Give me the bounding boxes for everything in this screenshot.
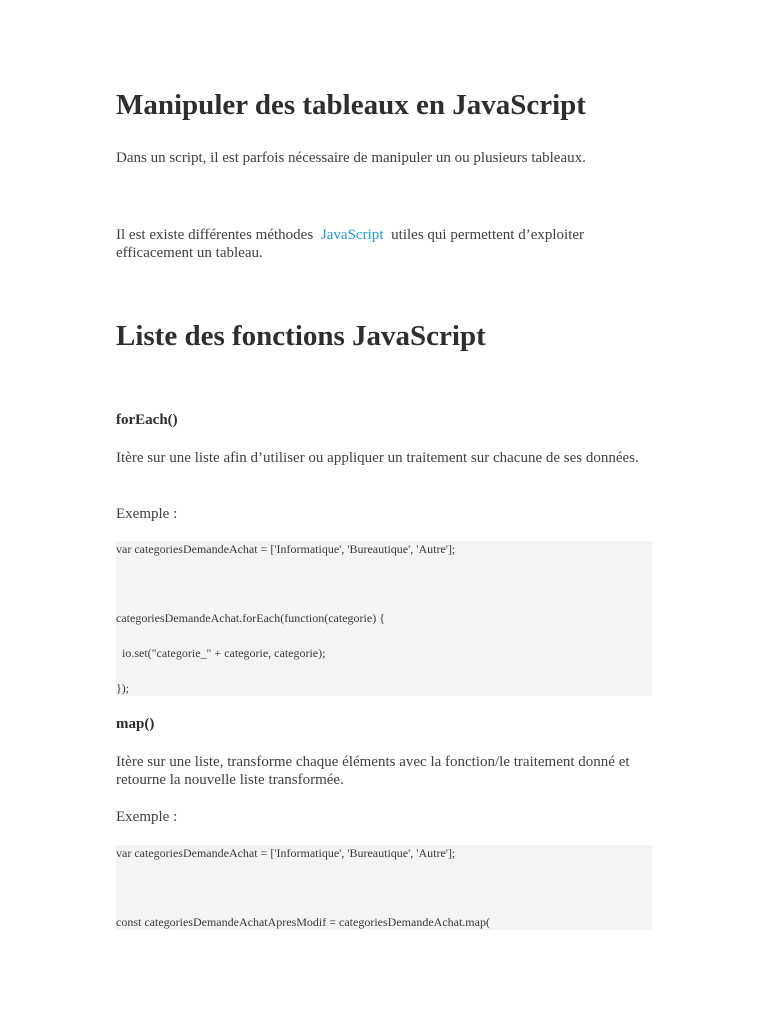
page-title: Manipuler des tableaux en JavaScript bbox=[116, 89, 586, 121]
methods-paragraph bbox=[116, 226, 652, 262]
foreach-code-block bbox=[116, 541, 652, 696]
code-line: categoriesDemandeAchat.forEach(function(categorie) { bbox=[116, 611, 385, 625]
section-title: Liste des fonctions JavaScript bbox=[116, 320, 486, 352]
foreach-example-label: Exemple : bbox=[116, 506, 178, 522]
methods-text-before: Il est existe différentes méthodes bbox=[116, 227, 314, 243]
javascript-link[interactable]: JavaScript bbox=[320, 227, 384, 243]
map-description: Itère sur une liste, transforme chaque éléments avec la fonction/le traitement donné et retourne la nouvelle liste transformée. bbox=[116, 754, 630, 788]
code-line: }); bbox=[116, 681, 130, 695]
code-line: const categoriesDemandeAchatApresModif = categoriesDemandeAchat.map( bbox=[116, 915, 490, 929]
foreach-description: Itère sur une liste afin d’utiliser ou appliquer un traitement sur chacune de ses données. bbox=[116, 450, 639, 466]
code-line: var categoriesDemandeAchat = ['Informatique', 'Bureautique', 'Autre']; bbox=[116, 542, 456, 556]
map-code-block bbox=[116, 845, 652, 930]
map-example-label: Exemple : bbox=[116, 809, 178, 825]
code-line: io.set("categorie_" + categorie, categorie); bbox=[116, 646, 326, 660]
methods-text-after: utiles qui permettent d’exploiter efficacement un tableau. bbox=[116, 227, 585, 261]
code-line: var categoriesDemandeAchat = ['Informatique', 'Bureautique', 'Autre']; bbox=[116, 846, 456, 860]
map-heading: map() bbox=[116, 716, 155, 732]
intro-paragraph: Dans un script, il est parfois nécessaire de manipuler un ou plusieurs tableaux. bbox=[116, 150, 586, 166]
foreach-heading: forEach() bbox=[116, 412, 178, 428]
